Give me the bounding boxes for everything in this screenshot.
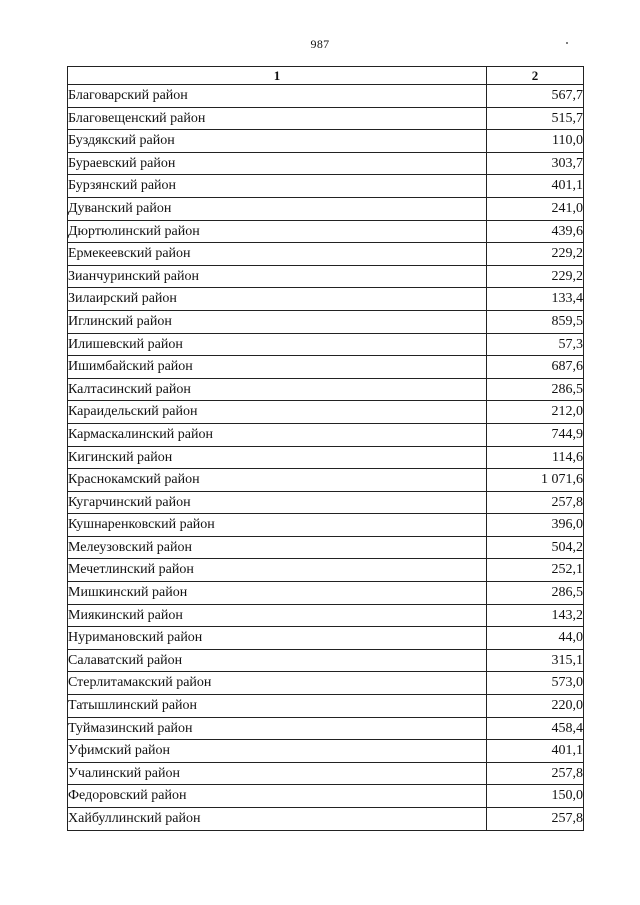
district-name-cell: Уфимский район (68, 740, 487, 763)
amount-cell: 744,9 (487, 423, 584, 446)
table-row (68, 559, 584, 582)
district-name-cell: Благоварский район (68, 85, 487, 108)
table-body (68, 85, 584, 831)
table-row (68, 378, 584, 401)
amount-cell: 257,8 (487, 762, 584, 785)
table-row (68, 288, 584, 311)
amount-cell: 458,4 (487, 717, 584, 740)
amount-cell: 44,0 (487, 627, 584, 650)
amount-cell: 515,7 (487, 107, 584, 130)
district-name-cell: Благовещенский район (68, 107, 487, 130)
amount-cell: 114,6 (487, 446, 584, 469)
district-name-cell: Мелеузовский район (68, 536, 487, 559)
district-name-cell: Хайбуллинский район (68, 808, 487, 831)
amount-cell: 57,3 (487, 333, 584, 356)
table-row (68, 672, 584, 695)
table-row (68, 265, 584, 288)
table-row (68, 85, 584, 108)
amount-cell: 252,1 (487, 559, 584, 582)
district-name-cell: Миякинский район (68, 604, 487, 627)
district-name-cell: Учалинский район (68, 762, 487, 785)
table-row (68, 446, 584, 469)
table-row (68, 107, 584, 130)
district-name-cell: Бурзянский район (68, 175, 487, 198)
district-name-cell: Дуванский район (68, 197, 487, 220)
district-name-cell: Иглинский район (68, 310, 487, 333)
amount-cell: 257,8 (487, 808, 584, 831)
district-table (67, 66, 584, 831)
table-row (68, 491, 584, 514)
table-row (68, 152, 584, 175)
amount-cell: 229,2 (487, 265, 584, 288)
amount-cell: 110,0 (487, 130, 584, 153)
district-name-cell: Мишкинский район (68, 582, 487, 605)
table-row (68, 582, 584, 605)
amount-cell: 504,2 (487, 536, 584, 559)
district-name-cell: Ишимбайский район (68, 356, 487, 379)
district-name-cell: Караидельский район (68, 401, 487, 424)
table-row (68, 785, 584, 808)
amount-cell: 573,0 (487, 672, 584, 695)
amount-cell: 212,0 (487, 401, 584, 424)
amount-cell: 220,0 (487, 695, 584, 718)
table-row (68, 695, 584, 718)
table-row (68, 197, 584, 220)
district-name-cell: Кигинский район (68, 446, 487, 469)
district-name-cell: Зианчуринский район (68, 265, 487, 288)
table-row (68, 740, 584, 763)
table-row (68, 627, 584, 650)
table-row (68, 536, 584, 559)
scan-mark (566, 42, 568, 44)
table-row (68, 356, 584, 379)
amount-cell: 143,2 (487, 604, 584, 627)
district-name-cell: Илишевский район (68, 333, 487, 356)
table-row (68, 175, 584, 198)
header-row (68, 67, 584, 85)
table-row (68, 401, 584, 424)
district-name-cell: Мечетлинский район (68, 559, 487, 582)
amount-cell: 396,0 (487, 514, 584, 537)
table-row (68, 717, 584, 740)
table-row (68, 423, 584, 446)
table-row (68, 333, 584, 356)
amount-cell: 315,1 (487, 649, 584, 672)
table-row (68, 808, 584, 831)
table-row (68, 649, 584, 672)
table-row (68, 514, 584, 537)
table-row (68, 310, 584, 333)
amount-cell: 241,0 (487, 197, 584, 220)
amount-cell: 1 071,6 (487, 469, 584, 492)
amount-cell: 567,7 (487, 85, 584, 108)
amount-cell: 859,5 (487, 310, 584, 333)
district-name-cell: Федоровский район (68, 785, 487, 808)
table-row (68, 130, 584, 153)
district-name-cell: Кугарчинский район (68, 491, 487, 514)
table-row (68, 762, 584, 785)
district-name-cell: Кушнаренковский район (68, 514, 487, 537)
district-name-cell: Стерлитамакский район (68, 672, 487, 695)
district-name-cell: Буздякский район (68, 130, 487, 153)
table-row (68, 604, 584, 627)
amount-cell: 439,6 (487, 220, 584, 243)
district-name-cell: Салаватский район (68, 649, 487, 672)
column-header-1: 1 (68, 67, 487, 85)
district-name-cell: Кармаскалинский район (68, 423, 487, 446)
district-name-cell: Бураевский район (68, 152, 487, 175)
amount-cell: 303,7 (487, 152, 584, 175)
district-name-cell: Ермекеевский район (68, 243, 487, 266)
table-row (68, 469, 584, 492)
amount-cell: 229,2 (487, 243, 584, 266)
district-name-cell: Зилаирский район (68, 288, 487, 311)
column-header-2: 2 (487, 67, 584, 85)
table-row (68, 243, 584, 266)
amount-cell: 401,1 (487, 740, 584, 763)
amount-cell: 401,1 (487, 175, 584, 198)
page-number: 987 (310, 37, 330, 51)
district-name-cell: Нуримановский район (68, 627, 487, 650)
amount-cell: 687,6 (487, 356, 584, 379)
district-name-cell: Татышлинский район (68, 695, 487, 718)
amount-cell: 133,4 (487, 288, 584, 311)
amount-cell: 150,0 (487, 785, 584, 808)
amount-cell: 286,5 (487, 378, 584, 401)
district-name-cell: Калтасинский район (68, 378, 487, 401)
amount-cell: 286,5 (487, 582, 584, 605)
district-name-cell: Дюртюлинский район (68, 220, 487, 243)
table-row (68, 220, 584, 243)
amount-cell: 257,8 (487, 491, 584, 514)
district-name-cell: Краснокамский район (68, 469, 487, 492)
district-name-cell: Туймазинский район (68, 717, 487, 740)
